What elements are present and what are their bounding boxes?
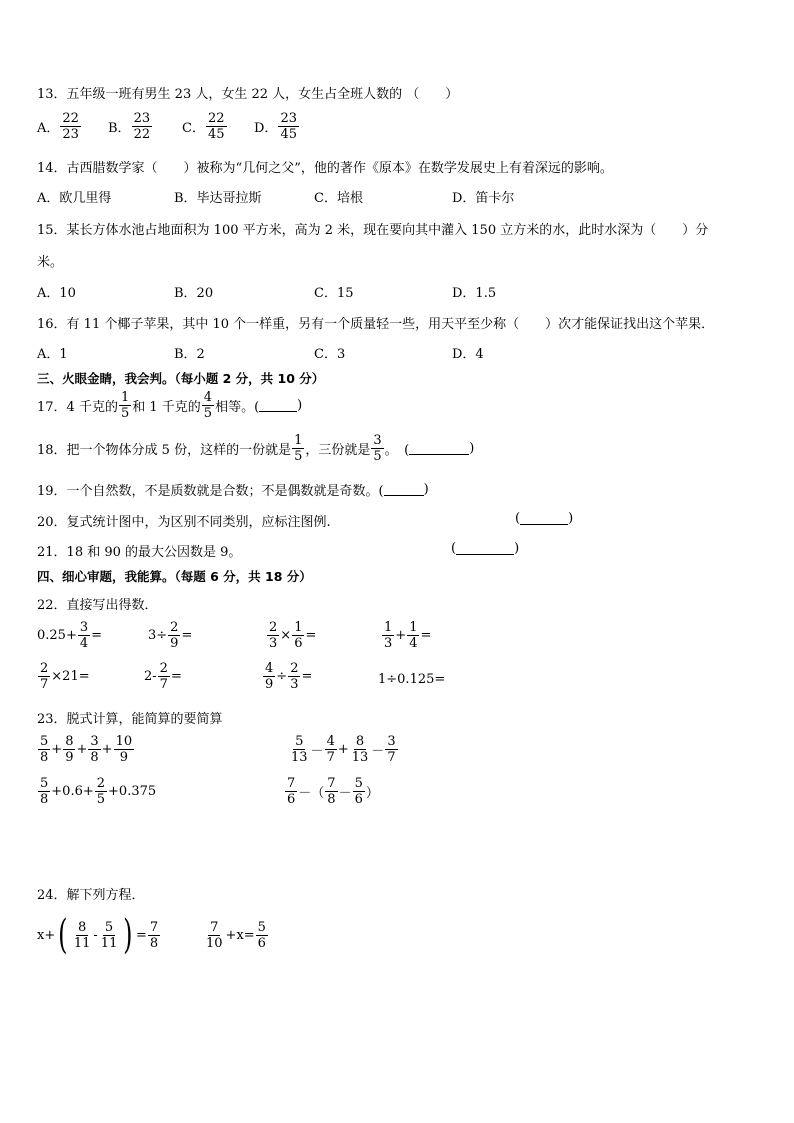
q17-fraction-1: $\frac{1}{5}$ <box>120 390 130 421</box>
q22-expr-6: 2- $\frac{2}{7}$ = <box>144 661 182 692</box>
question-14-text: 14．古西腊数学家（ ）被称为“几何之父”，他的著作《原本》在数学发展史上有着深远的影响。 <box>37 161 613 176</box>
option-label: B． <box>108 121 131 136</box>
q19-text: 19．一个自然数，不是质数就是合数；不是偶数就是奇数。( <box>37 484 384 499</box>
q22-expr-2: 3÷ $\frac{2}{9}$ = <box>148 620 193 651</box>
question-22-text: 22．直接写出得数． <box>37 598 158 613</box>
q17-text-a: 17．4 千克的 <box>37 400 118 415</box>
q22-expr-5: $\frac{2}{7}$ ×21= <box>40 661 90 692</box>
q24-equation-1: x+ ( $\frac{8}{11}$ - $\frac{5}{11}$ ) = $\frac{7}{8}$ <box>37 912 159 958</box>
option-label: A． <box>37 121 60 136</box>
question-15-option-d: D．1.5 <box>452 286 497 301</box>
option-label: D． <box>254 121 278 136</box>
q18-fraction-2: $\frac{3}{5}$ <box>373 433 382 464</box>
q17-text-c: 相等。( <box>215 400 260 415</box>
q18-fraction-1: $\frac{1}{5}$ <box>294 433 303 464</box>
question-20-answer <box>515 511 573 526</box>
question-20-text: 20．复式统计图中，为区别不同类别，应标注图例. <box>37 515 331 530</box>
question-15-option-a: A．10 <box>37 286 76 301</box>
open-paren: ( <box>515 511 521 526</box>
option-fraction: $\frac{23}{22}$ <box>133 111 151 142</box>
question-14-option-b: B．毕达哥拉斯 <box>174 191 262 206</box>
q22-expr-7: $\frac{4}{9}$ ÷ $\frac{2}{3}$ = <box>265 661 313 692</box>
question-15-text: 15．某长方体水池占地面积为 100 平方米，高为 2 米，现在要向其中灌入 150 立方米的水，此时水深为（ ）分 <box>37 223 709 238</box>
answer-blank[interactable] <box>456 542 514 555</box>
question-18 <box>37 433 474 464</box>
question-23-text: 23．脱式计算，能简算的要简算 <box>37 712 223 727</box>
option-fraction: $\frac{22}{23}$ <box>62 111 79 142</box>
question-13-option-c <box>182 111 228 142</box>
answer-blank[interactable] <box>384 483 424 496</box>
question-16-option-b: B．2 <box>174 347 205 362</box>
question-13-option-b <box>108 111 153 142</box>
q23-expr-4: $\frac{7}{6}$ －（ $\frac{7}{8}$ － $\frac{5}{6}$ ） <box>287 776 379 807</box>
question-13-text: 13．五年级一班有男生 23 人，女生 22 人，女生占全班人数的 （ ） <box>37 87 459 102</box>
question-24-text: 24．解下列方程． <box>37 888 145 903</box>
left-paren: ( <box>58 912 68 958</box>
q22-expr-4: $\frac{1}{3}$ + $\frac{1}{4}$ = <box>384 620 432 651</box>
q17-close-paren: ) <box>297 398 303 413</box>
question-14-option-d: D．笛卡尔 <box>452 191 515 206</box>
right-paren: ) <box>123 912 133 958</box>
question-13-option-d <box>254 111 300 142</box>
question-16-option-a: A．1 <box>37 347 68 362</box>
section-4-heading: 四、细心审题，我能算。（每题 6 分，共 18 分） <box>37 569 312 584</box>
q22-expr-3: $\frac{2}{3}$ × $\frac{1}{6}$ = <box>269 620 317 651</box>
answer-blank[interactable] <box>259 399 297 412</box>
question-14-option-c: C．培根 <box>314 191 363 206</box>
q18-text-b: ，三份就是 <box>305 443 371 458</box>
q17-text-b: 和 1 千克的 <box>132 400 201 415</box>
option-fraction: $\frac{22}{45}$ <box>207 111 225 142</box>
question-16-text: 16．有 11 个椰子苹果，其中 10 个一样重，另有一个质量轻一些，用天平至少称（ ）次才能保证找出这个苹果． <box>37 317 715 332</box>
close-paren: ) <box>514 541 520 556</box>
question-17 <box>37 390 302 421</box>
q22-expr-8: 1÷0.125= <box>378 672 446 687</box>
close-paren: ) <box>568 511 574 526</box>
section-3-heading: 三、火眼金睛，我会判。（每小题 2 分，共 10 分） <box>37 371 325 386</box>
q17-fraction-2: $\frac{4}{5}$ <box>203 390 213 421</box>
question-13-option-a <box>37 111 82 142</box>
question-16-option-c: C．3 <box>314 347 346 362</box>
q18-text-a: 18．把一个物体分成 5 份，这样的一份就是 <box>37 443 292 458</box>
question-15-option-c: C．15 <box>314 286 354 301</box>
q22-expr-1: 0.25+ $\frac{3}{4}$ = <box>37 620 103 651</box>
question-14-option-a: A．欧几里得 <box>37 191 112 206</box>
answer-blank[interactable] <box>520 512 568 525</box>
question-16-option-d: D．4 <box>452 347 484 362</box>
q23-expr-3: $\frac{5}{8}$ +0.6+ $\frac{2}{5}$ +0.375 <box>40 776 157 807</box>
open-paren: ( <box>451 541 457 556</box>
q18-text-c: 。 ( <box>384 443 410 458</box>
question-15-option-b: B．20 <box>174 286 214 301</box>
q23-expr-1: $\frac{5}{8}$ + $\frac{8}{9}$ + $\frac{3}{8}$ + $\frac{10}{9}$ <box>40 734 133 765</box>
question-15-text-cont: 米。 <box>37 255 64 270</box>
question-21-text: 21．18 和 90 的最大公因数是 9。 <box>37 545 242 560</box>
q23-expr-2: $\frac{5}{13}$ － $\frac{4}{7}$ + $\frac{8}{13}$ － $\frac{3}{7}$ <box>291 734 396 765</box>
q24-equation-2: $\frac{7}{10}$ +x= $\frac{5}{6}$ <box>206 920 266 951</box>
option-fraction: $\frac{23}{45}$ <box>280 111 297 142</box>
option-label: C． <box>182 121 205 136</box>
question-21-answer <box>451 541 519 556</box>
q18-close-paren: ) <box>469 441 475 456</box>
question-19 <box>37 480 429 499</box>
q19-close-paren: ) <box>423 482 429 497</box>
answer-blank[interactable] <box>409 442 469 455</box>
